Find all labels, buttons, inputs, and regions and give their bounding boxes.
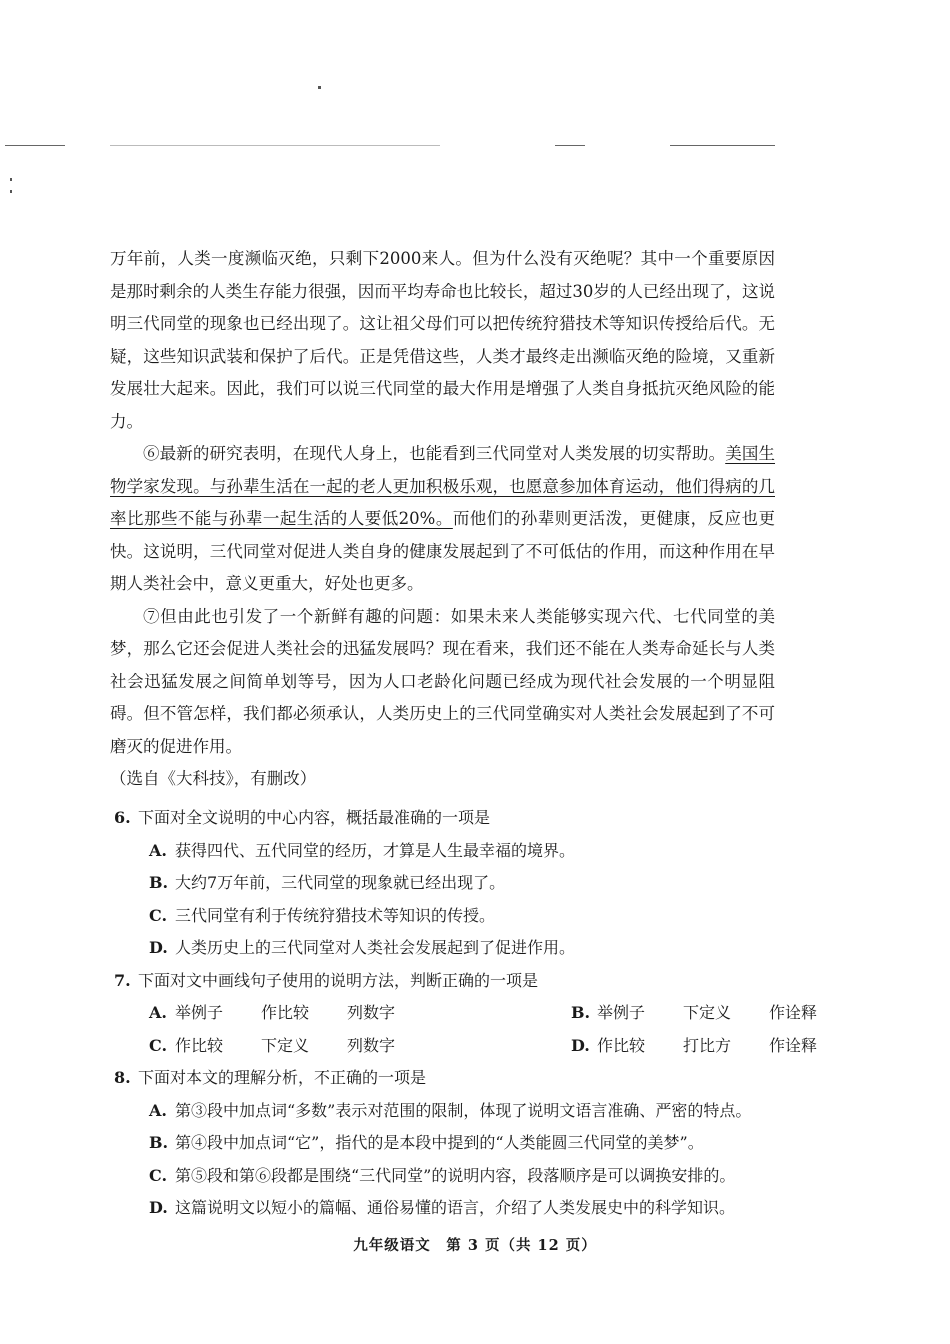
header-rule-left bbox=[5, 145, 65, 146]
option-letter: B. bbox=[149, 1133, 169, 1152]
option-letter: A. bbox=[149, 1003, 167, 1022]
question-number: 6. bbox=[114, 808, 131, 827]
option-6d bbox=[114, 932, 794, 965]
question-6 bbox=[114, 802, 794, 835]
option-letter: A. bbox=[149, 840, 167, 860]
option-6c bbox=[114, 900, 794, 933]
option-item: 列数字 bbox=[347, 1003, 396, 1022]
option-letter: B. bbox=[571, 1003, 591, 1022]
option-item: 举例子 bbox=[175, 1003, 224, 1022]
paragraph-6-intro: ⑥最新的研究表明，在现代人身上，也能看到三代同堂对人类发展的切实帮助。 bbox=[143, 444, 726, 463]
option-letter: D. bbox=[571, 1035, 590, 1055]
option-letter: C. bbox=[149, 905, 168, 925]
option-letter: C. bbox=[149, 1035, 168, 1055]
option-text: 这篇说明文以短小的篇幅、通俗易懂的语言，介绍了人类发展史中的科学知识。 bbox=[175, 1198, 736, 1217]
option-text: 大约7万年前，三代同堂的现象就已经出现了。 bbox=[175, 873, 506, 892]
option-letter: D. bbox=[149, 1198, 168, 1217]
question-number: 7. bbox=[114, 970, 131, 990]
option-item: 下定义 bbox=[683, 1003, 732, 1022]
option-text: 第⑤段和第⑥段都是围绕“三代同堂”的说明内容，段落顺序是可以调换安排的。 bbox=[175, 1165, 736, 1185]
option-item: 打比方 bbox=[683, 1035, 732, 1055]
option-text: 三代同堂有利于传统狩猎技术等知识的传授。 bbox=[175, 905, 496, 925]
option-text: 第③段中加点词“多数”表示对范围的限制，体现了说明文语言准确、严密的特点。 bbox=[175, 1100, 752, 1120]
option-text: 第④段中加点词“它”，指代的是本段中提到的“人类能圆三代同堂的美梦”。 bbox=[175, 1133, 704, 1152]
option-item: 作诠释 bbox=[769, 1035, 818, 1055]
option-item: 举例子 bbox=[597, 1003, 646, 1022]
paragraph-6 bbox=[110, 438, 775, 601]
paragraph-6-conclusion: 而他们的孙辈则更活泼，更健康，反应也更快。这说明，三代同堂对促进人类自身的健康发展起到了不可低估的作用，而这种作用在早期人类社会中，意义更重大，好处也更多。 bbox=[110, 509, 775, 593]
question-stem: 下面对文中画线句子使用的说明方法，判断正确的一项是 bbox=[138, 970, 539, 990]
question-8 bbox=[114, 1062, 794, 1095]
option-letter: B. bbox=[149, 873, 169, 892]
reading-passage bbox=[110, 243, 775, 796]
question-stem: 下面对全文说明的中心内容，概括最准确的一项是 bbox=[138, 808, 491, 827]
question-7 bbox=[114, 965, 794, 998]
option-letter: D. bbox=[149, 938, 168, 957]
option-6b bbox=[114, 867, 794, 900]
option-8c bbox=[114, 1160, 794, 1193]
option-item: 作比较 bbox=[175, 1035, 224, 1055]
scan-dot bbox=[318, 86, 321, 89]
question-stem: 下面对本文的理解分析，不正确的一项是 bbox=[138, 1068, 427, 1087]
header-rule-far-right bbox=[670, 145, 775, 146]
underlined-sentence: 美国生物学家发现。与孙辈生活在一起的老人更加积极乐观，也愿意参加体育运动，他们得病的几率比那些不能与孙辈一起生活的人要低20%。 bbox=[110, 444, 776, 528]
source-citation: （选自《大科技》，有删改） bbox=[110, 769, 317, 788]
options-7-cd bbox=[114, 1030, 818, 1063]
scan-mark-left bbox=[10, 178, 12, 181]
option-8a bbox=[114, 1095, 794, 1128]
question-number: 8. bbox=[114, 1068, 131, 1087]
option-item: 作诠释 bbox=[769, 1003, 818, 1022]
option-letter: C. bbox=[149, 1165, 168, 1185]
option-text: 人类历史上的三代同堂对人类社会发展起到了促进作用。 bbox=[175, 938, 576, 957]
option-8b bbox=[114, 1127, 794, 1160]
questions-section bbox=[114, 802, 818, 1225]
header-rule-right bbox=[555, 145, 585, 146]
scan-mark-left-2 bbox=[10, 190, 12, 193]
paragraph-7: ⑦但由此也引发了一个新鲜有趣的问题：如果未来人类能够实现六代、七代同堂的美梦，那么它还会促进人类社会的迅猛发展吗？现在看来，我们还不能在人类寿命延长与人类社会迅猛发展之间简单划等号，因为人口老龄化问题已经成为现代社会发展的一个明显阻碍。但不管怎样，我们都必须承认，人类历史上的三代同堂确实对人类社会发展起到了不可磨灭的促进作用。 bbox=[110, 606, 775, 756]
option-item: 作比较 bbox=[597, 1035, 646, 1055]
option-item: 下定义 bbox=[261, 1035, 310, 1055]
option-8d bbox=[114, 1192, 794, 1225]
option-text: 获得四代、五代同堂的经历，才算是人生最幸福的境界。 bbox=[175, 840, 576, 860]
option-6a bbox=[114, 835, 794, 868]
page-footer: 九年级语文 第 3 页（共 12 页） bbox=[353, 1237, 597, 1254]
option-item: 列数字 bbox=[347, 1035, 396, 1055]
paragraph-5-continued: 万年前，人类一度濒临灭绝，只剩下2000来人。但为什么没有灭绝呢？其中一个重要原因是那时剩余的人类生存能力很强，因而平均寿命也比较长，超过30岁的人已经出现了，这说明三代同堂的现象也已经出现了。这让祖父母们可以把传统狩猎技术等知识传授给后代。无疑，这些知识武装和保护了后代。正是凭借这些，人类才最终走出濒临灭绝的险境，又重新发展壮大起来。因此，我们可以说三代同堂的最大作用是增强了人类自身抵抗灭绝风险的能力。 bbox=[110, 249, 775, 431]
header-rule-mid bbox=[110, 145, 440, 146]
options-7-ab bbox=[114, 997, 818, 1030]
option-item: 作比较 bbox=[261, 1003, 310, 1022]
option-letter: A. bbox=[149, 1100, 167, 1120]
